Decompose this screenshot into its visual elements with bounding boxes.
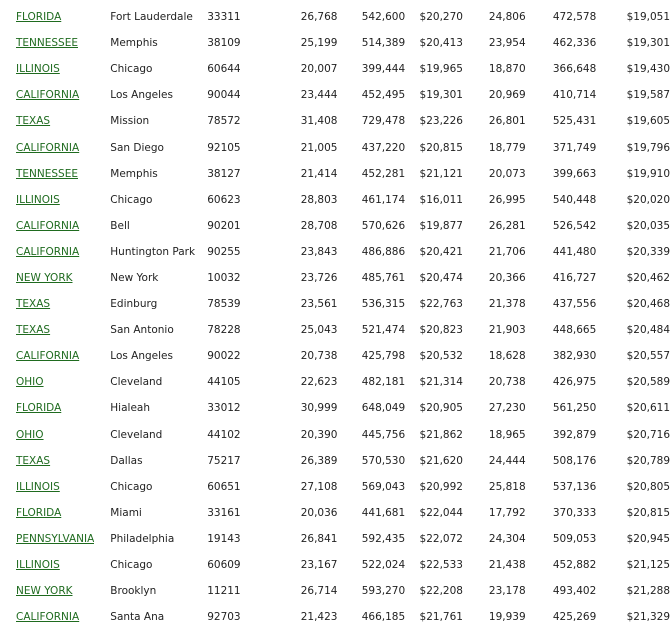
value-cell-5: 452,882: [552, 559, 597, 572]
zip-cell: 60623: [207, 193, 241, 206]
value-cell-2: 452,281: [361, 167, 406, 180]
value-cell-2: 466,185: [361, 611, 406, 624]
value-cell-2: 569,043: [361, 480, 406, 493]
state-link[interactable]: OHIO: [16, 428, 44, 441]
city-cell: Edinburg: [110, 298, 158, 311]
city-cell: Los Angeles: [110, 350, 173, 363]
value-cell-1: 21,423: [300, 611, 338, 624]
city-cell: Cleveland: [110, 376, 163, 389]
value-cell-4: 20,738: [488, 376, 526, 389]
table-row: [0, 187, 670, 213]
value-cell-5: 441,480: [552, 245, 597, 258]
value-cell-3: $19,965: [419, 63, 463, 76]
state-cell: [0, 4, 94, 30]
value-cell-3: $20,413: [419, 37, 463, 50]
state-cell: [0, 604, 94, 630]
value-cell-5: 382,930: [552, 350, 597, 363]
city-cell: Huntington Park: [110, 245, 196, 258]
value-cell-6: $20,339: [626, 245, 670, 258]
zip-cell: 75217: [207, 454, 241, 467]
value-cell-6: $20,462: [626, 271, 670, 284]
state-cell: [0, 526, 94, 552]
value-cell-1: 25,199: [300, 37, 338, 50]
value-cell-4: 24,444: [488, 454, 526, 467]
value-cell-1: 26,841: [300, 532, 338, 545]
value-cell-5: 410,714: [552, 89, 597, 102]
value-cell-5: 437,556: [552, 298, 597, 311]
table-row: [0, 474, 670, 500]
table-row: [0, 108, 670, 134]
state-link[interactable]: TEXAS: [16, 324, 51, 337]
value-cell-5: 366,648: [552, 63, 597, 76]
value-cell-4: 21,706: [488, 245, 526, 258]
value-cell-5: 493,402: [552, 585, 597, 598]
value-cell-3: $20,823: [419, 324, 463, 337]
value-cell-5: 425,269: [552, 611, 597, 624]
table-row: [0, 526, 670, 552]
value-cell-1: 26,714: [300, 585, 338, 598]
value-cell-5: 472,578: [552, 11, 597, 24]
city-cell: Chicago: [110, 193, 153, 206]
value-cell-6: $19,910: [626, 167, 670, 180]
table-row: [0, 239, 670, 265]
value-cell-5: 371,749: [552, 141, 597, 154]
state-cell: [0, 291, 94, 317]
state-cell: [0, 213, 94, 239]
value-cell-4: 18,965: [488, 428, 526, 441]
state-link[interactable]: CALIFORNIA: [16, 219, 80, 232]
zip-cell: 78572: [207, 115, 241, 128]
value-cell-6: $20,484: [626, 324, 670, 337]
zip-cell: 44105: [207, 376, 241, 389]
table-row: [0, 213, 670, 239]
table-row: [0, 161, 670, 187]
value-cell-3: $22,533: [419, 559, 463, 572]
value-cell-3: $21,620: [419, 454, 463, 467]
state-link[interactable]: CALIFORNIA: [16, 141, 80, 154]
zip-cell: 19143: [207, 532, 241, 545]
value-cell-3: $20,474: [419, 271, 463, 284]
value-cell-6: $20,611: [626, 402, 670, 415]
value-cell-2: 648,049: [361, 402, 406, 415]
value-cell-1: 28,708: [300, 219, 338, 232]
value-cell-6: $19,430: [626, 63, 670, 76]
value-cell-4: 23,178: [488, 585, 526, 598]
value-cell-4: 21,903: [488, 324, 526, 337]
value-cell-5: 416,727: [552, 271, 597, 284]
state-link[interactable]: FLORIDA: [16, 11, 62, 24]
value-cell-1: 20,738: [300, 350, 338, 363]
state-cell: [0, 369, 94, 395]
table-row: [0, 422, 670, 448]
state-cell: [0, 552, 94, 578]
state-link[interactable]: OHIO: [16, 376, 44, 389]
value-cell-4: 23,954: [488, 37, 526, 50]
value-cell-5: 392,879: [552, 428, 597, 441]
value-cell-2: 486,886: [361, 245, 406, 258]
table-row: [0, 395, 670, 421]
value-cell-2: 521,474: [361, 324, 406, 337]
value-cell-2: 542,600: [361, 11, 406, 24]
state-cell: [0, 56, 94, 82]
value-cell-5: 462,336: [552, 37, 597, 50]
zip-cell: 38127: [207, 167, 241, 180]
zip-cell: 44102: [207, 428, 241, 441]
state-link[interactable]: ILLINOIS: [16, 63, 60, 76]
value-cell-5: 561,250: [552, 402, 597, 415]
value-cell-5: 448,665: [552, 324, 597, 337]
value-cell-1: 23,726: [300, 271, 338, 284]
value-cell-2: 485,761: [361, 271, 406, 284]
zip-cell: 11211: [207, 585, 241, 598]
value-cell-1: 26,389: [300, 454, 338, 467]
zip-cell: 60644: [207, 63, 241, 76]
value-cell-2: 592,435: [361, 532, 406, 545]
value-cell-4: 19,939: [488, 611, 526, 624]
zip-cell: 60651: [207, 480, 241, 493]
zip-cell: 60609: [207, 559, 241, 572]
value-cell-6: $19,051: [626, 11, 670, 24]
value-cell-3: $20,421: [419, 245, 463, 258]
value-cell-3: $22,763: [419, 298, 463, 311]
value-cell-6: $20,789: [626, 454, 670, 467]
value-cell-5: 399,663: [552, 167, 597, 180]
zip-cell: 92105: [207, 141, 241, 154]
city-cell: Memphis: [110, 37, 158, 50]
value-cell-4: 26,281: [488, 219, 526, 232]
value-cell-1: 20,390: [300, 428, 338, 441]
value-cell-1: 25,043: [300, 324, 338, 337]
value-cell-1: 20,036: [300, 506, 338, 519]
value-cell-2: 570,530: [361, 454, 406, 467]
city-cell: Chicago: [110, 480, 153, 493]
value-cell-5: 525,431: [552, 115, 597, 128]
state-link[interactable]: TEXAS: [16, 115, 51, 128]
city-cell: San Antonio: [110, 324, 174, 337]
value-cell-2: 514,389: [361, 37, 406, 50]
value-cell-6: $20,805: [626, 480, 670, 493]
value-cell-3: $19,301: [419, 89, 463, 102]
value-cell-2: 729,478: [361, 115, 406, 128]
value-cell-4: 27,230: [488, 402, 526, 415]
value-cell-6: $20,716: [626, 428, 670, 441]
value-cell-3: $20,992: [419, 480, 463, 493]
value-cell-4: 17,792: [488, 506, 526, 519]
city-cell: Cleveland: [110, 428, 163, 441]
state-cell: [0, 239, 94, 265]
table-row: [0, 343, 670, 369]
value-cell-6: $19,796: [626, 141, 670, 154]
value-cell-1: 23,444: [300, 89, 338, 102]
state-link[interactable]: TEXAS: [16, 454, 51, 467]
value-cell-4: 24,806: [488, 11, 526, 24]
state-link[interactable]: CALIFORNIA: [16, 611, 80, 624]
state-link[interactable]: ILLINOIS: [16, 559, 60, 572]
state-cell: [0, 448, 94, 474]
value-cell-6: $20,557: [626, 350, 670, 363]
state-cell: [0, 134, 94, 160]
state-link[interactable]: TENNESSEE: [16, 167, 78, 180]
value-cell-2: 437,220: [361, 141, 406, 154]
city-cell: Miami: [110, 506, 142, 519]
value-cell-6: $21,329: [626, 611, 670, 624]
state-link[interactable]: TEXAS: [16, 298, 51, 311]
value-cell-3: $20,532: [419, 350, 463, 363]
value-cell-6: $19,605: [626, 115, 670, 128]
value-cell-3: $22,072: [419, 532, 463, 545]
table-row: [0, 265, 670, 291]
zip-cell: 90255: [207, 245, 241, 258]
state-cell: [0, 422, 94, 448]
value-cell-1: 26,768: [300, 11, 338, 24]
state-cell: [0, 187, 94, 213]
state-link[interactable]: TENNESSEE: [16, 37, 78, 50]
value-cell-6: $20,815: [626, 506, 670, 519]
value-cell-2: 425,798: [361, 350, 406, 363]
value-cell-3: $23,226: [419, 115, 463, 128]
zip-cell: 90044: [207, 89, 241, 102]
value-cell-2: 399,444: [361, 63, 406, 76]
state-cell: [0, 343, 94, 369]
value-cell-4: 26,801: [488, 115, 526, 128]
state-cell: [0, 317, 94, 343]
table-row: [0, 4, 670, 30]
zip-cell: 33012: [207, 402, 241, 415]
value-cell-6: $19,301: [626, 37, 670, 50]
city-cell: Chicago: [110, 63, 153, 76]
value-cell-5: 508,176: [552, 454, 597, 467]
value-cell-3: $19,877: [419, 219, 463, 232]
state-link[interactable]: PENNSYLVANIA: [16, 532, 95, 545]
value-cell-2: 522,024: [361, 559, 406, 572]
table-row: [0, 604, 670, 630]
table-row: [0, 448, 670, 474]
value-cell-1: 22,623: [300, 376, 338, 389]
table-body: [0, 4, 670, 630]
value-cell-4: 18,779: [488, 141, 526, 154]
value-cell-4: 25,818: [488, 480, 526, 493]
state-link[interactable]: FLORIDA: [16, 506, 62, 519]
table-row: [0, 30, 670, 56]
state-link[interactable]: ILLINOIS: [16, 193, 60, 206]
value-cell-1: 23,561: [300, 298, 338, 311]
value-cell-3: $20,815: [419, 141, 463, 154]
zip-cell: 33161: [207, 506, 241, 519]
value-cell-2: 536,315: [361, 298, 406, 311]
city-cell: Brooklyn: [110, 585, 157, 598]
value-cell-1: 21,414: [300, 167, 338, 180]
data-table: [0, 4, 670, 630]
value-cell-4: 18,870: [488, 63, 526, 76]
value-cell-4: 26,995: [488, 193, 526, 206]
table-row: [0, 369, 670, 395]
city-cell: Dallas: [110, 454, 143, 467]
zip-cell: 78539: [207, 298, 241, 311]
state-link[interactable]: CALIFORNIA: [16, 245, 80, 258]
city-cell: Chicago: [110, 559, 153, 572]
value-cell-6: $19,587: [626, 89, 670, 102]
city-cell: Los Angeles: [110, 89, 173, 102]
city-cell: Santa Ana: [110, 611, 165, 624]
table-row: [0, 134, 670, 160]
state-link[interactable]: FLORIDA: [16, 402, 62, 415]
value-cell-1: 21,005: [300, 141, 338, 154]
value-cell-6: $20,468: [626, 298, 670, 311]
table-row: [0, 82, 670, 108]
value-cell-4: 24,304: [488, 532, 526, 545]
state-cell: [0, 108, 94, 134]
value-cell-3: $20,905: [419, 402, 463, 415]
value-cell-2: 441,681: [361, 506, 406, 519]
value-cell-6: $21,125: [626, 559, 670, 572]
city-cell: San Diego: [110, 141, 164, 154]
value-cell-2: 482,181: [361, 376, 406, 389]
value-cell-6: $21,288: [626, 585, 670, 598]
city-cell: Memphis: [110, 167, 158, 180]
value-cell-2: 593,270: [361, 585, 406, 598]
value-cell-6: $20,035: [626, 219, 670, 232]
value-cell-3: $21,121: [419, 167, 463, 180]
value-cell-6: $20,945: [626, 532, 670, 545]
value-cell-4: 18,628: [488, 350, 526, 363]
state-link[interactable]: CALIFORNIA: [16, 89, 80, 102]
city-cell: Philadelphia: [110, 532, 175, 545]
value-cell-3: $22,208: [419, 585, 463, 598]
value-cell-3: $22,044: [419, 506, 463, 519]
zip-cell: 90022: [207, 350, 241, 363]
value-cell-4: 21,378: [488, 298, 526, 311]
zip-cell: 92703: [207, 611, 241, 624]
value-cell-3: $20,270: [419, 11, 463, 24]
table-row: [0, 56, 670, 82]
state-link[interactable]: NEW YORK: [16, 271, 73, 284]
zip-cell: 33311: [207, 11, 241, 24]
value-cell-1: 23,167: [300, 559, 338, 572]
value-cell-5: 540,448: [552, 193, 597, 206]
table-row: [0, 317, 670, 343]
value-cell-5: 526,542: [552, 219, 597, 232]
state-cell: [0, 395, 94, 421]
value-cell-5: 426,975: [552, 376, 597, 389]
zip-cell: 78228: [207, 324, 241, 337]
value-cell-1: 31,408: [300, 115, 338, 128]
state-cell: [0, 30, 94, 56]
value-cell-2: 445,756: [361, 428, 406, 441]
value-cell-1: 23,843: [300, 245, 338, 258]
value-cell-4: 20,969: [488, 89, 526, 102]
value-cell-1: 30,999: [300, 402, 338, 415]
state-cell: [0, 161, 94, 187]
state-link[interactable]: NEW YORK: [16, 585, 73, 598]
city-cell: Bell: [110, 219, 130, 232]
zip-cell: 90201: [207, 219, 241, 232]
value-cell-2: 461,174: [361, 193, 406, 206]
value-cell-4: 20,366: [488, 271, 526, 284]
value-cell-6: $20,020: [626, 193, 670, 206]
value-cell-1: 20,007: [300, 63, 338, 76]
state-cell: [0, 82, 94, 108]
table-row: [0, 291, 670, 317]
table-row: [0, 578, 670, 604]
state-cell: [0, 265, 94, 291]
value-cell-5: 537,136: [552, 480, 597, 493]
state-link[interactable]: CALIFORNIA: [16, 350, 80, 363]
state-cell: [0, 474, 94, 500]
state-link[interactable]: ILLINOIS: [16, 480, 60, 493]
value-cell-2: 452,495: [361, 89, 406, 102]
value-cell-5: 370,333: [552, 506, 597, 519]
city-cell: New York: [110, 271, 159, 284]
table-row: [0, 500, 670, 526]
city-cell: Fort Lauderdale: [110, 11, 193, 24]
zip-cell: 10032: [207, 271, 241, 284]
value-cell-4: 21,438: [488, 559, 526, 572]
value-cell-4: 20,073: [488, 167, 526, 180]
value-cell-3: $16,011: [419, 193, 463, 206]
value-cell-3: $21,862: [419, 428, 463, 441]
value-cell-3: $21,314: [419, 376, 463, 389]
value-cell-6: $20,589: [626, 376, 670, 389]
state-cell: [0, 500, 94, 526]
state-cell: [0, 578, 94, 604]
value-cell-1: 27,108: [300, 480, 338, 493]
value-cell-3: $21,761: [419, 611, 463, 624]
value-cell-1: 28,803: [300, 193, 338, 206]
city-cell: Hialeah: [110, 402, 150, 415]
value-cell-5: 509,053: [552, 532, 597, 545]
table-row: [0, 552, 670, 578]
city-cell: Mission: [110, 115, 150, 128]
zip-cell: 38109: [207, 37, 241, 50]
value-cell-2: 570,626: [361, 219, 406, 232]
